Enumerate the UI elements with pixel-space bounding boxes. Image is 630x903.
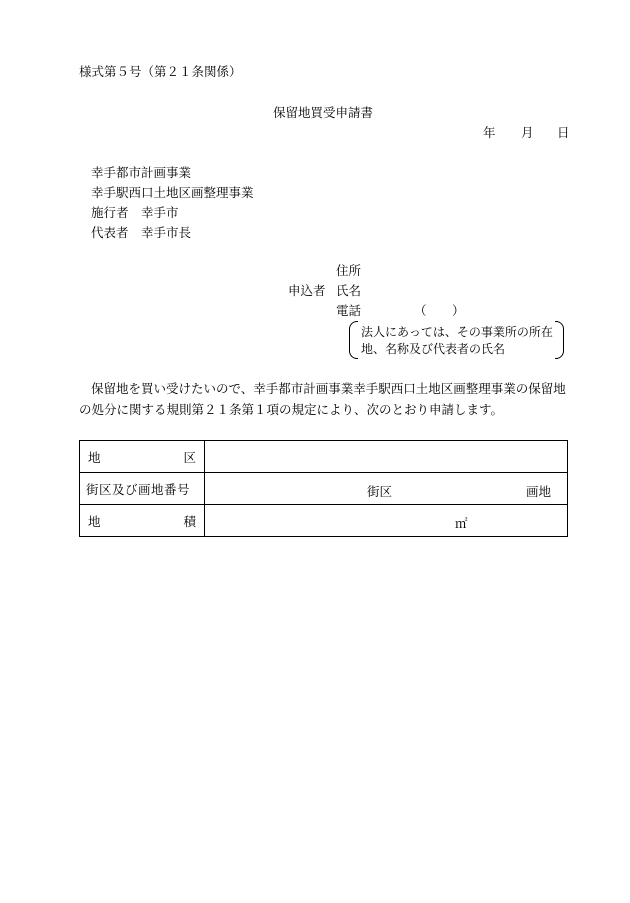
table-row xyxy=(80,441,568,473)
area-label-b: 積 xyxy=(183,513,196,529)
addressee-line: 幸手都市計画事業 xyxy=(91,165,192,180)
body-line: の処分に関する規則第２１条第１項の規定により、次のとおり申請します。 xyxy=(79,402,504,417)
area-unit: ㎡ xyxy=(455,516,468,531)
block-label-cell xyxy=(80,473,205,505)
applicant-label: 申込者 xyxy=(288,283,326,298)
page-title: 保留地買受申請書 xyxy=(273,105,374,120)
date-year: 年 xyxy=(483,125,496,140)
lot-unit: 画地 xyxy=(526,484,552,499)
application-table xyxy=(79,440,568,537)
date-month: 月 xyxy=(521,125,534,140)
district-label-cell xyxy=(80,441,205,473)
area-label-a: 地 xyxy=(88,513,101,529)
applicant-name-label: 氏名 xyxy=(336,283,362,298)
addressee-line: 幸手駅西口土地区画整理事業 xyxy=(91,185,254,200)
addressee-line: 施行者 幸手市 xyxy=(91,205,179,220)
applicant-address-label: 住所 xyxy=(336,263,362,278)
form-number: 様式第５号（第２１条関係） xyxy=(79,64,242,79)
district-value-cell[interactable] xyxy=(205,441,568,473)
applicant-note-line: 地、名称及び代表者の氏名 xyxy=(361,342,506,356)
phone-paren-open: （ xyxy=(414,303,427,318)
body-line: 保留地を買い受けたいので、幸手都市計画事業幸手駅西口土地区画整理事業の保留地 xyxy=(91,381,566,396)
applicant-note-line: 法人にあっては、その事業所の所在 xyxy=(361,325,553,339)
area-value-cell[interactable] xyxy=(205,505,568,537)
table-row xyxy=(80,505,568,537)
note-bracket-right xyxy=(555,321,564,359)
block-unit: 街区 xyxy=(367,484,393,499)
district-label-a: 地 xyxy=(88,449,101,465)
district-label-b: 区 xyxy=(183,449,196,465)
applicant-phone-label: 電話 xyxy=(336,303,362,318)
phone-paren-close: ） xyxy=(452,303,465,318)
table-row xyxy=(80,473,568,505)
block-value-cell[interactable] xyxy=(205,473,568,505)
addressee-line: 代表者 幸手市長 xyxy=(91,225,192,240)
area-label-cell xyxy=(80,505,205,537)
date-day: 日 xyxy=(557,125,570,140)
block-label: 街区及び画地番号 xyxy=(86,481,191,497)
note-bracket-left xyxy=(349,321,358,359)
